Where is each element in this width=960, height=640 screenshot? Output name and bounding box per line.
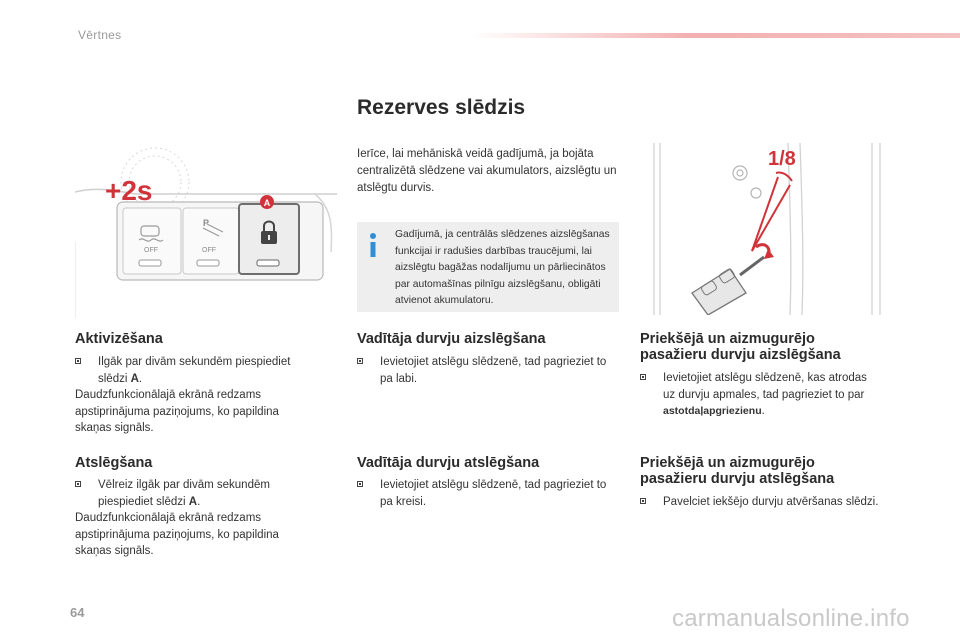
watermark: carmanualsonline.info: [672, 605, 910, 632]
bullet-end: .: [761, 405, 765, 417]
title-line: pasažieru durvju atslēgšana: [640, 471, 835, 487]
key-label: A: [130, 372, 139, 385]
key-icon: [692, 257, 764, 315]
section-title-passenger-unlock: [640, 455, 834, 487]
list-item: [357, 477, 619, 511]
bullet-line: Ilgāk par divām sekundēm piespiediet: [98, 356, 291, 368]
bullet-icon: [640, 374, 646, 380]
bullet-text: Ievietojiet atslēgu slēdzenē, tad pagrieziet to pa kreisi.: [380, 479, 607, 508]
page-title: Rezerves slēdzis: [357, 96, 526, 119]
list-item: [640, 370, 910, 422]
list-item: [640, 494, 910, 514]
unlocking-note: Daudzfunkcionālajā ekrānā redzams apstiprinājuma paziņojums, ko papildina skaņas signāls.: [75, 512, 279, 557]
list-item: [75, 354, 345, 388]
section-title-driver-lock: Vadītāja durvju aizslēgšana: [357, 331, 546, 347]
hold-duration-label: +2s: [105, 175, 153, 206]
title-line: Priekšējā un aizmugurējo: [640, 455, 815, 471]
rotation-arrow-icon: [756, 245, 774, 259]
title-line: pasažieru durvju aizslēgšana: [640, 347, 841, 363]
section-header: Vērtnes: [78, 28, 122, 42]
key-label: A: [188, 495, 198, 508]
list-item: [357, 354, 619, 388]
bullet-line: uz durvju apmales, tad pagrieziet to par: [663, 388, 865, 401]
key-label: astotdaļapgriezienu: [663, 405, 762, 417]
fraction-label: 1/8: [768, 148, 796, 170]
off-label: OFF: [202, 247, 216, 254]
bullet-icon: [357, 358, 363, 364]
bullet-icon: [640, 498, 646, 504]
list-item: [75, 477, 345, 511]
marker-a-label: A: [263, 198, 271, 208]
bullet-line: Ievietojiet atslēgu slēdzenē, kas atrodas: [663, 372, 867, 384]
section-title-activation: Aktivizēšana: [75, 331, 163, 347]
info-text: Gadījumā, ja centrālās slēdzenes aizslēgšanas funkcijai ir radušies darbības traucējumi, lai aizslēgtu bagāžas nodalījumu un pārliecinātos par automašīnas pilnīgu aizslēgšanu, obligāti atvienot akumulatoru.: [395, 229, 610, 307]
bullet-text: Ievietojiet atslēgu slēdzenē, tad pagrieziet to pa labi.: [380, 356, 607, 385]
bullet-end: .: [197, 495, 201, 508]
section-title-driver-unlock: Vadītāja durvju atslēgšana: [357, 455, 540, 471]
header-gradient-bar: [470, 33, 960, 38]
bullet-line: slēdzi: [98, 372, 131, 385]
bullet-icon: [75, 358, 81, 364]
bullet-text: Pavelciet iekšējo durvju atvēršanas slēdzi.: [663, 496, 879, 508]
title-line: Priekšējā un aizmugurējo: [640, 331, 815, 347]
bullet-line: Vēlreiz ilgāk par divām sekundēm: [98, 479, 270, 491]
intro-paragraph: Ierīce, lai mehāniskā veidā gadījumā, ja bojāta centralizētā slēdzene vai akumulators, aizslēgtu un atslēgtu durvis.: [357, 148, 617, 194]
section-title-unlocking: Atslēgšana: [75, 455, 153, 471]
bullet-end: .: [138, 372, 143, 385]
page-number: 64: [70, 605, 85, 620]
activation-note: Daudzfunkcionālajā ekrānā redzams apstiprinājuma paziņojums, ko papildina skaņas signāls.: [75, 389, 279, 434]
section-title-passenger-lock: [640, 331, 841, 363]
bullet-icon: [357, 481, 363, 487]
console-buttons-illustration: [75, 132, 337, 318]
bullet-icon: [75, 481, 81, 487]
key-door-lock-illustration: [640, 143, 898, 315]
off-label: OFF: [144, 247, 158, 254]
p-label: P: [203, 218, 210, 228]
info-icon: [366, 232, 380, 258]
bullet-line: piespiediet slēdzi: [98, 495, 189, 508]
info-box: [357, 222, 619, 312]
